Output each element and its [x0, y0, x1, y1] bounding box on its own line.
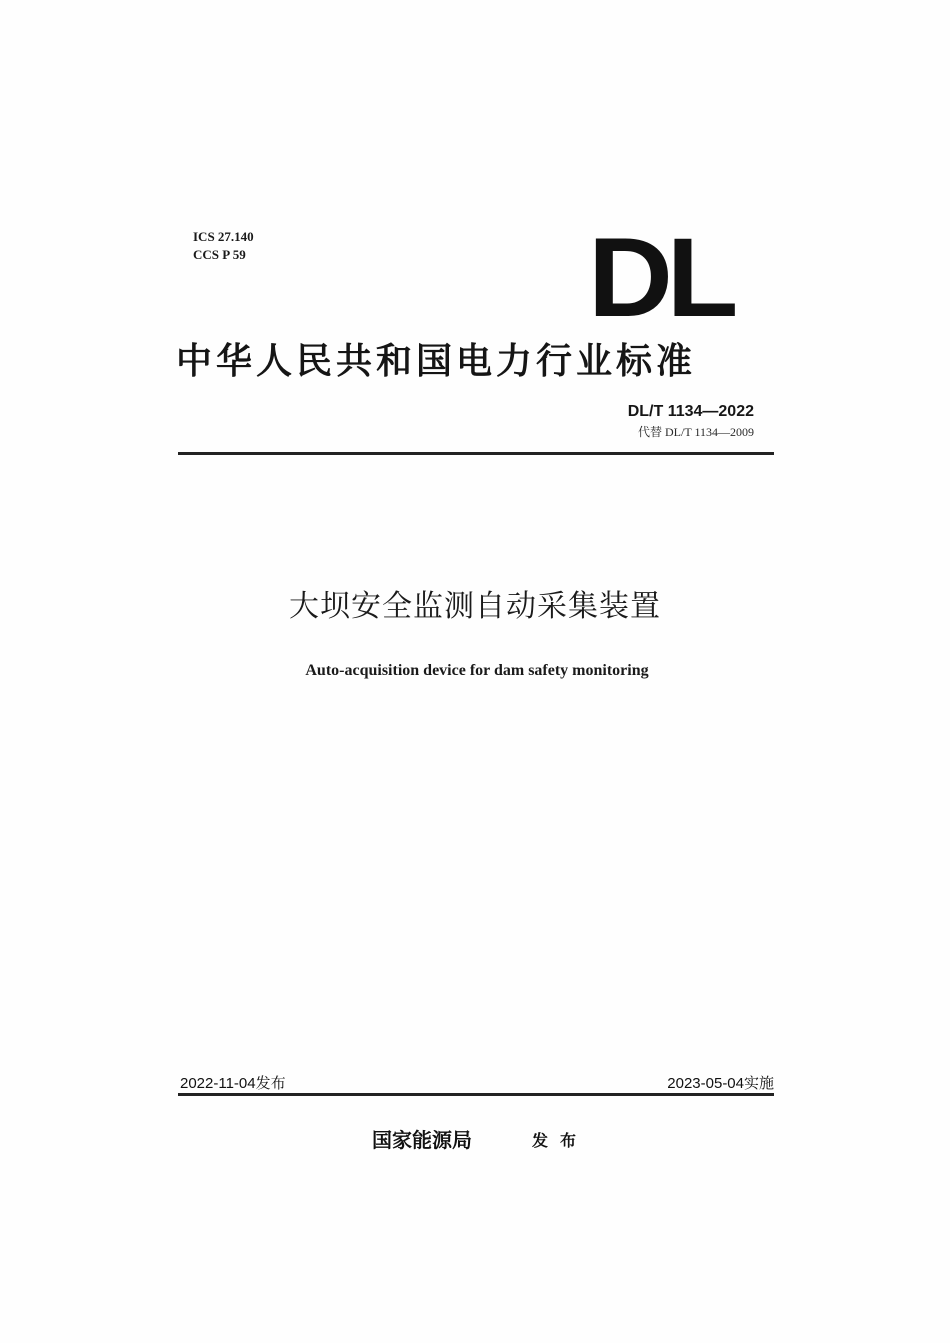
document-title-chinese: 大坝安全监测自动采集装置	[289, 589, 661, 624]
publish-action: 发布	[532, 1131, 589, 1150]
classification-codes	[193, 228, 254, 264]
document-title-english: Auto-acquisition device for dam safety monitoring	[305, 662, 649, 679]
ccs-code: CCS P 59	[193, 247, 246, 262]
implementation-date: 2023-05-04实施	[667, 1075, 774, 1092]
replaced-standard: 代替 DL/T 1134—2009	[638, 425, 754, 439]
top-divider	[178, 452, 774, 455]
publisher-name: 国家能源局	[372, 1128, 472, 1152]
standard-category-title: 中华人民共和国电力行业标准	[176, 341, 697, 382]
issue-date: 2022-11-04发布	[180, 1075, 286, 1092]
ics-code: ICS 27.140	[193, 229, 254, 244]
standard-number: DL/T 1134—2022	[627, 403, 754, 420]
dl-logo: DL	[588, 215, 733, 340]
bottom-divider	[178, 1093, 774, 1096]
